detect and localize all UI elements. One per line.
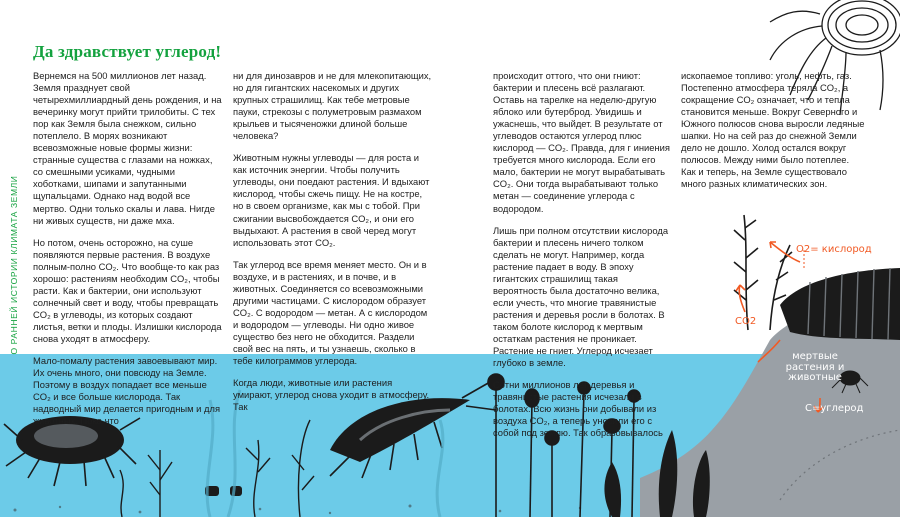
paragraph: Когда люди, животные или растения умирают, углерод снова уходит в атмосферу. Так (233, 377, 430, 413)
carbon-label: C=углерод (805, 403, 864, 414)
millipede (780, 268, 900, 340)
paragraph: происходит оттого, что они гниют: бактерии и плесень всё разлагают. Оставь на тарелке на неделю-другую яблоко или бутерброд. Увидишь и ужаснешь, что выйдет. В результате от углеводов остаются углерод плюс кислород — CO₂. Правда, для г иниения требуется много кислорода. Если его мало, бактерии не могут вырабатывать CO₂. Они тогда вырабатывают только метан — соединение углерода с водородом. (493, 70, 670, 214)
text-column-3 (493, 70, 671, 449)
dead-organisms-label: мертвые растения и животные (785, 351, 845, 383)
text-column-1 (33, 70, 223, 437)
paragraph: Лишь при полном отсутствии кислорода бактерии и плесень ничего толком сделать не могут. Например, когда растение падает в воду. В эпоху гигантских страшилищ такая вероятность была достаточно велика, если учесть, что многие травянистые растения и деревья росли в болотах. В таком болоте кислород к мертвым остаткам растения не проникает. Растение не гниет. Углерод исчезает глубоко в земле. (493, 224, 669, 369)
co2-label: CO2 (735, 316, 757, 327)
paragraph: ископаемое топливо: уголь, нефть, газ. Постепенно атмосфера теряла CO₂, а сокращение CO₂ означает, что и тепла становится меньше. Вокруг Северного и Южного полюсов снова выросли ледяные шапки. Но на сей раз до снежной Земли дело не дошло. Холод остался вокруг полюсов. Между ними было потеплее. Как и теперь, на Земле существовало много разных климатических зон. (681, 70, 865, 190)
side-label: О РАННЕЙ ИСТОРИИ КЛИМАТА ЗЕМЛИ (9, 175, 19, 355)
text-column-2 (233, 70, 433, 423)
paragraph: Сотни миллионов лет деревья и травянистые растения исчезали в болотах. Всю жизнь они добывали из воздуха CO₂, а теперь уносили его с собой под землю. Так образовывалось (493, 379, 663, 439)
paragraph: Мало-помалу растения завоевывают мир. Их очень много, они повсюду на Земле. Поэтому в воздух попадает все меньше CO₂ и все больше кислорода. Так надводный мир делается пригодным и для животных. Пока что (33, 355, 221, 427)
paragraph: ни для динозавров и не для млекопитающих, но для гигантских насекомых и других крупных страшилищ. Как тебе метровые пауки, стрекозы с полуметровым размахом крыльев и тысяченожки длиной больше человека? (233, 70, 432, 142)
paragraph: Но потом, очень осторожно, на суше появляются первые растения. В воздухе полным-полно CO₂. Что вообще-то как раз хорошо: растениям необходим CO₂, чтобы расти. Как и бактерии, они используют солнечный свет и воду, чтобы превращать CO₂ в углеводы, из которых создают листья, ветки и плоды. Излишки кислорода снова уходят в атмосферу. (33, 236, 222, 344)
page-heading: Да здравствует углерод! (33, 42, 222, 61)
paragraph: Животным нужны углеводы — для роста и как источник энергии. Чтобы получить углеводы, они поедают растения. И вдыхают кислород, чтобы сжечь пищу. Не на костре, но в своем организме, как мы с тобой. При сжигании высвобождается CO₂, и они его выдыхают. А растения в свой черед могут использовать этот CO₂. (233, 152, 430, 248)
paragraph: Вернемся на 500 миллионов лет назад. Земля празднует свой четырехмиллиардный день рождения, и на вечеринку могут прийти трилобиты. С тех пор как Земля была снежком, сильно потеплело. В морях возникают всевозможные новые формы жизни: странные существа с глазами на ножках, со смешными усиками, чудными хоботками, шипами и запутанными щупальцами. Однако над водой все мертво. Одни только скалы и лава. Нигде ни живых существ, ни даже мха. (33, 70, 222, 226)
o2-label: O2= кислород (796, 244, 872, 255)
text-column-4 (681, 70, 865, 200)
paragraph: Так углерод все время меняет место. Он и в воздухе, и в растениях, и в почве, и в животных. Соединяется со всевозможными другими частицами. С кислородом образует CO₂. С водородом — метан. А с кислородом и водородом — углеводы. Ни одно живое существо без него не обходится. Раздели свой вес на пять, и ты узнаешь, сколько в тебе килограммов углерода. (233, 258, 428, 367)
